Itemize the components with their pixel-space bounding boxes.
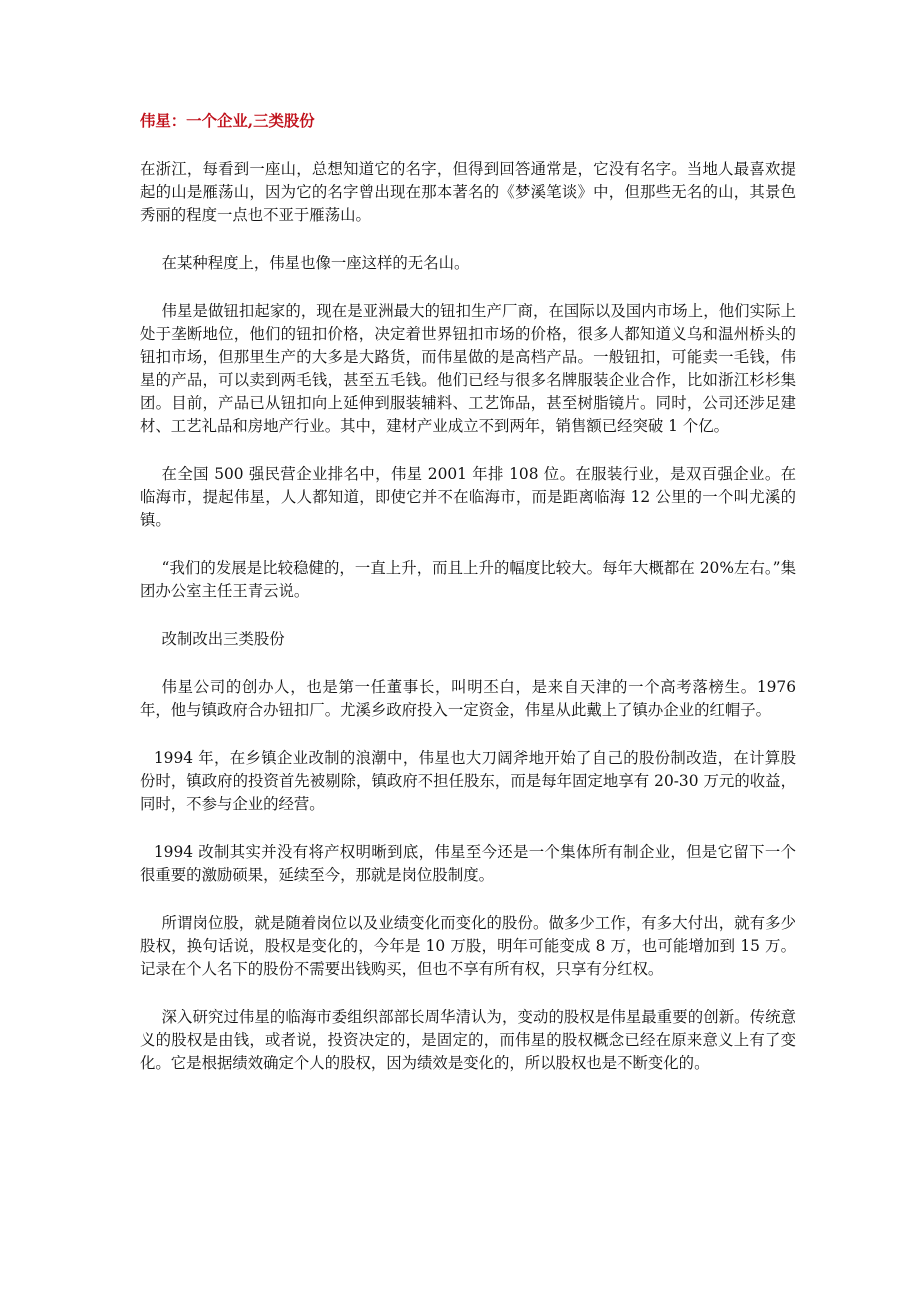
article-title: 伟星：一个企业,三类股份 xyxy=(140,112,315,130)
paragraph-innovation: 深入研究过伟星的临海市委组织部部长周华清认为，变动的股权是伟星最重要的创新。传统意义的股权是由钱，或者说，投资决定的，是固定的，而伟星的股权概念已经在原来意义上有了变化。它是根据绩效确定个人的股权，因为绩效是变化的，所以股权也是不断变化的。 xyxy=(140,1008,796,1072)
paragraph-quote: “我们的发展是比较稳健的，一直上升，而且上升的幅度比较大。每年大概都在 20%左右。”集团办公室主任王青云说。 xyxy=(140,559,796,600)
paragraph-button-business: 伟星是做钮扣起家的，现在是亚洲最大的钮扣生产厂商，在国际以及国内市场上，他们实际上处于垄断地位，他们的钮扣价格，决定着世界钮扣市场的价格，很多人都知道义乌和温州桥头的钮扣市场，但那里生产的大多是大路货，而伟星做的是高档产品。一般钮扣，可能卖一毛钱，伟星的产品，可以卖到两毛钱，甚至五毛钱。他们已经与很多名牌服装企业合作，比如浙江杉杉集团。目前，产品已从钮扣向上延伸到服装辅料、工艺饰品，甚至树脂镜片。同时，公司还涉足建材、工艺礼品和房地产行业。其中，建材产业成立不到两年，销售额已经突破 1 个亿。 xyxy=(140,302,796,435)
paragraph-ranking: 在全国 500 强民营企业排名中，伟星 2001 年排 108 位。在服装行业，是双百强企业。在临海市，提起伟星，人人都知道，即使它并不在临海市，而是距离临海 12 公里的一个叫尤溪的镇。 xyxy=(140,465,796,529)
paragraph-founder: 伟星公司的创办人，也是第一任董事长，叫明丕白，是来自天津的一个高考落榜生。1976 年，他与镇政府合办钮扣厂。尤溪乡政府投入一定资金，伟星从此戴上了镇办企业的红帽子。 xyxy=(140,678,796,719)
paragraph-1994-reform: 1994 年，在乡镇企业改制的浪潮中，伟星也大刀阔斧地开始了自己的股份制改造，在计算股份时，镇政府的投资首先被剔除，镇政府不担任股东，而是每年固定地享有 20-30 万元的收益，同时，不参与企业的经营。 xyxy=(140,749,796,813)
paragraph-post-shares-definition: 所谓岗位股，就是随着岗位以及业绩变化而变化的股份。做多少工作，有多大付出，就有多少股权，换句话说，股权是变化的，今年是 10 万股，明年可能变成 8 万，也可能增加到 15 万。记录在个人名下的股份不需要出钱购买，但也不享有所有权，只享有分红权。 xyxy=(140,914,796,978)
paragraph-intro: 在浙江，每看到一座山，总想知道它的名字，但得到回答通常是，它没有名字。当地人最喜欢提起的山是雁荡山，因为它的名字曾出现在那本著名的《梦溪笔谈》中，但那些无名的山，其景色秀丽的程度一点也不亚于雁荡山。 xyxy=(140,160,796,224)
article-body xyxy=(140,110,796,1100)
section-heading-reform: 改制改出三类股份 xyxy=(161,630,285,648)
paragraph-nameless-mountain: 在某种程度上，伟星也像一座这样的无名山。 xyxy=(161,254,470,272)
paragraph-post-shares: 1994 改制其实并没有将产权明晰到底，伟星至今还是一个集体所有制企业，但是它留下一个很重要的激励硕果，延续至今，那就是岗位股制度。 xyxy=(140,843,796,884)
